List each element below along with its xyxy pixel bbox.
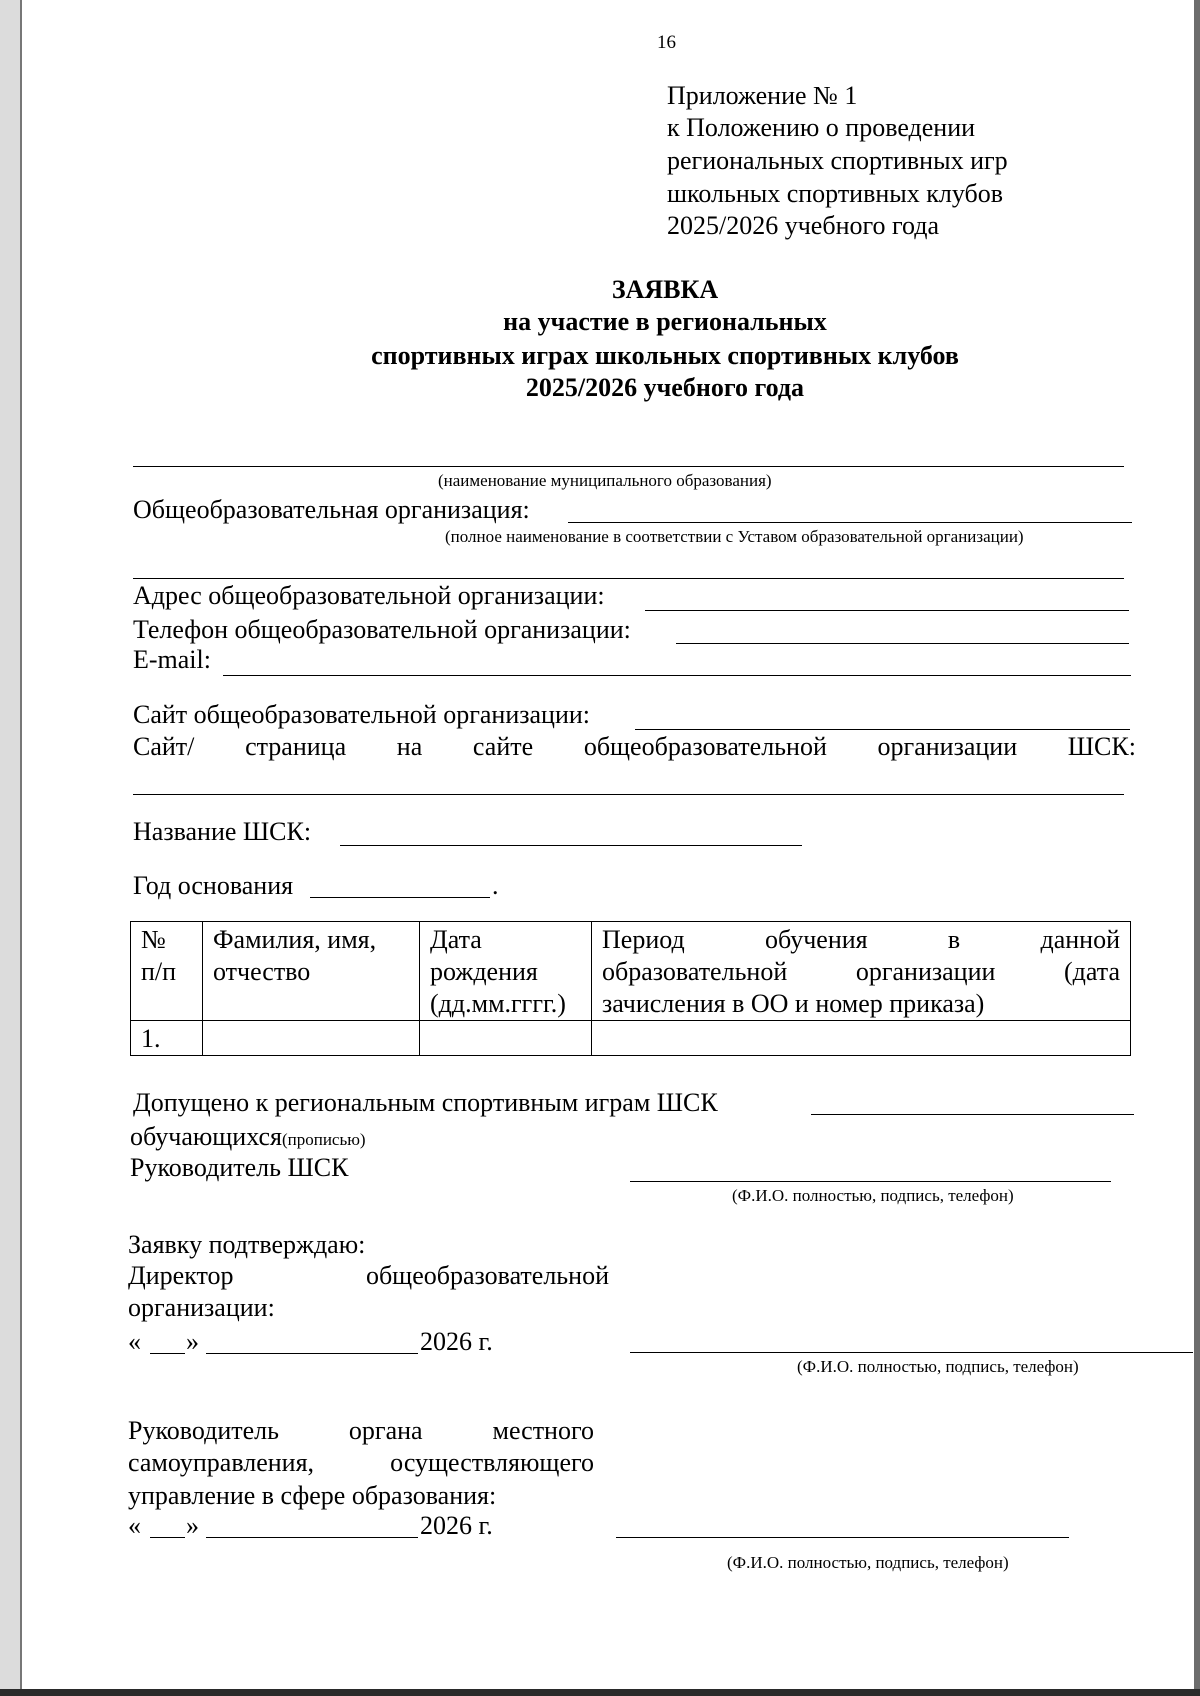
confirm-label: Заявку подтверждаю:: [128, 1230, 366, 1259]
club-page-word: на: [396, 732, 423, 761]
director-date-close: »: [186, 1327, 199, 1356]
address-label: Адрес общеобразовательной организации:: [133, 581, 605, 610]
participants-table: [130, 921, 1131, 1056]
director-year: 2026 г.: [420, 1327, 493, 1356]
table-row: [131, 1021, 1131, 1056]
scan-right-edge: [1194, 0, 1200, 1696]
title-line-3: спортивных играх школьных спортивных клубов: [371, 341, 959, 370]
director-signature-line[interactable]: [630, 1352, 1193, 1353]
appendix-line-5: 2025/2026 учебного года: [667, 211, 940, 240]
club-head-label: Руководитель ШСК: [130, 1153, 349, 1182]
director-hint: (Ф.И.О. полностью, подпись, телефон): [797, 1357, 1079, 1376]
admission-line-2: обучающихся(прописью): [130, 1122, 366, 1151]
title-line-1: ЗАЯВКА: [611, 275, 719, 304]
club-page-word: ШСК:: [1067, 732, 1136, 761]
club-head-signature-line[interactable]: [630, 1181, 1111, 1182]
authority-hint: (Ф.И.О. полностью, подпись, телефон): [727, 1553, 1009, 1572]
row-number-cell: 1.: [131, 1021, 203, 1056]
admission-count-hint: (прописью): [281, 1130, 366, 1149]
authority-signature-line[interactable]: [616, 1537, 1069, 1538]
email-field-line[interactable]: [223, 675, 1131, 676]
authority-line-3: управление в сфере образования:: [128, 1481, 497, 1510]
title-line-2: на участие в региональных: [503, 307, 827, 336]
admission-count-field-line[interactable]: [811, 1114, 1134, 1115]
authority-month-field[interactable]: [206, 1537, 418, 1538]
club-head-hint: (Ф.И.О. полностью, подпись, телефон): [732, 1186, 1014, 1205]
header-study-period: Период обучения в данной образовательной организации (дата зачисления в ОО и номер приказа): [592, 922, 1131, 1021]
club-page-word: страница: [245, 732, 347, 761]
address-field-line[interactable]: [645, 610, 1129, 611]
authority-day-field[interactable]: [150, 1537, 185, 1538]
header-birthdate: Дата рождения (дд.мм.гггг.): [420, 922, 592, 1021]
row-period-cell[interactable]: [592, 1021, 1131, 1056]
organization-field-line[interactable]: [568, 522, 1132, 523]
municipality-field-line[interactable]: [133, 466, 1124, 467]
scan-left-margin: [0, 0, 20, 1696]
club-page-word: Сайт/: [133, 732, 195, 761]
site-field-line[interactable]: [635, 729, 1130, 730]
authority-line-2: самоуправления, осуществляющего: [128, 1448, 594, 1477]
appendix-line-2: к Положению о проведении: [667, 113, 976, 142]
phone-label: Телефон общеобразовательной организации:: [133, 615, 631, 644]
club-name-field-line[interactable]: [340, 845, 802, 846]
director-date-open: «: [128, 1327, 141, 1356]
director-month-field[interactable]: [206, 1353, 418, 1354]
director-line-2: организации:: [128, 1293, 275, 1322]
club-page-word: сайте: [472, 732, 534, 761]
club-page-word: общеобразовательной: [583, 732, 827, 761]
club-name-label: Название ШСК:: [133, 817, 312, 846]
founded-end: .: [492, 871, 499, 900]
organization-hint: (полное наименование в соответствии с Уставом образовательной организации): [445, 527, 1024, 546]
organization-label: Общеобразовательная организация:: [133, 495, 530, 524]
authority-date-close: »: [186, 1511, 199, 1540]
director-day-field[interactable]: [150, 1353, 185, 1354]
title-line-4: 2025/2026 учебного года: [525, 373, 805, 402]
site-label: Сайт общеобразовательной организации:: [133, 700, 591, 729]
row-fullname-cell[interactable]: [203, 1021, 420, 1056]
authority-line-1: Руководитель органа местного: [128, 1416, 594, 1445]
header-number: № п/п: [131, 922, 203, 1021]
scan-left-edge: [20, 0, 22, 1696]
phone-field-line[interactable]: [676, 643, 1129, 644]
page-number: 16: [657, 32, 676, 53]
appendix-line-3: региональных спортивных игр: [667, 146, 1008, 175]
appendix-line-1: Приложение № 1: [667, 81, 858, 110]
authority-date-open: «: [128, 1511, 141, 1540]
email-label: E-mail:: [133, 645, 211, 674]
director-line-1: Директор общеобразовательной: [128, 1261, 609, 1290]
header-fullname: Фамилия, имя, отчество: [203, 922, 420, 1021]
club-page-field-line[interactable]: [133, 794, 1124, 795]
row-birthdate-cell[interactable]: [420, 1021, 592, 1056]
club-page-word: организации: [877, 732, 1018, 761]
admission-line-1: Допущено к региональным спортивным играм ШСК: [133, 1088, 718, 1117]
founded-field-line[interactable]: [310, 897, 490, 898]
municipality-hint: (наименование муниципального образования): [438, 471, 772, 490]
founded-label: Год основания: [133, 871, 294, 900]
scan-bottom-edge: [0, 1689, 1200, 1696]
authority-year: 2026 г.: [420, 1511, 493, 1540]
organization-field-line-2[interactable]: [133, 578, 1124, 579]
club-page-label: [133, 731, 1136, 763]
appendix-line-4: школьных спортивных клубов: [667, 179, 1004, 208]
table-header-row: [131, 922, 1131, 1021]
